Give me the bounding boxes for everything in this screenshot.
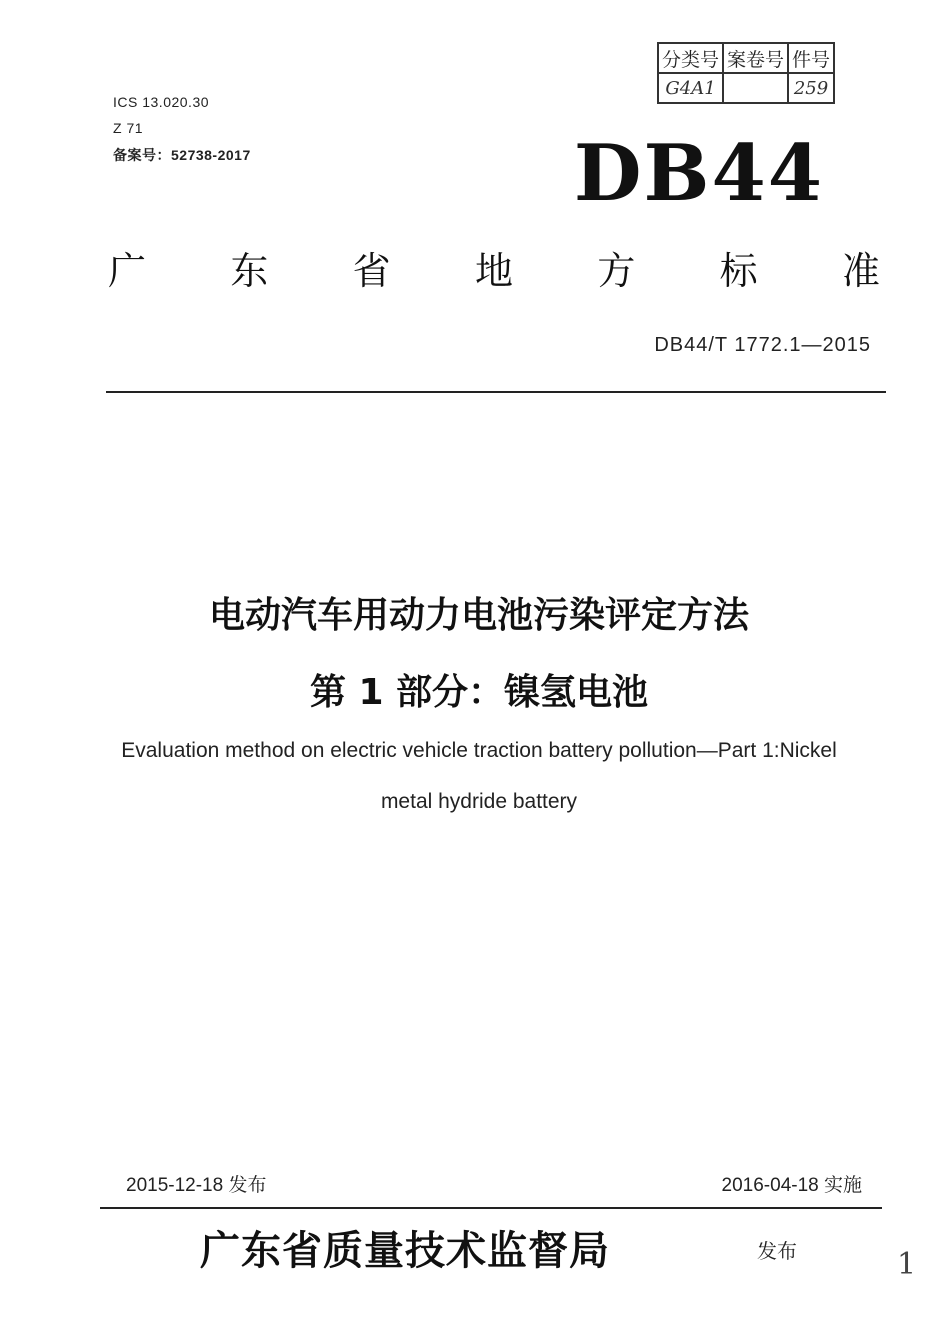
standard-type-char: 方 (597, 249, 636, 293)
stamp-value-item: 259 (788, 73, 834, 103)
record-number: 备案号：52738-2017 (113, 147, 251, 163)
english-title-line-2: metal hydride battery (380, 790, 578, 813)
issuing-authority: 广东省质量技术监督局 (200, 1227, 610, 1274)
publish-date: 2015-12-18 发布 (126, 1175, 267, 1196)
standard-number: DB44/T 1772.1—2015 (654, 334, 871, 356)
standard-type-char: 地 (474, 249, 513, 293)
standard-type-heading (108, 240, 880, 295)
page-number: 1 (897, 1247, 917, 1282)
stamp-header-category: 分类号 (658, 43, 723, 73)
db44-logo: DB44 (573, 128, 824, 219)
ccs-code: Z 71 (113, 120, 144, 136)
standard-type-char: 省 (352, 249, 391, 293)
stamp-value-file (723, 73, 788, 103)
stamp-value-category: G4A1 (658, 73, 723, 103)
effective-date: 2016-04-18 实施 (721, 1175, 862, 1196)
english-title-line-1: Evaluation method on electric vehicle traction battery pollution—Part 1:Nickel (121, 739, 837, 762)
chinese-title-line-2: 第 1 部分：镍氢电池 (309, 672, 649, 713)
archive-stamp (657, 42, 835, 104)
standard-type-char: 广 (108, 249, 147, 293)
stamp-header-file: 案卷号 (723, 43, 788, 73)
chinese-title-line-1: 电动汽车用动力电池污染评定方法 (208, 595, 749, 636)
top-divider (106, 391, 886, 393)
bottom-divider (100, 1207, 882, 1209)
issuer-suffix: 发布 (757, 1239, 797, 1263)
ics-code: ICS 13.020.30 (113, 94, 210, 110)
standard-type-char: 标 (719, 249, 758, 293)
standard-type-char: 准 (841, 249, 880, 293)
stamp-header-item: 件号 (788, 43, 834, 73)
standard-type-char: 东 (230, 249, 269, 293)
